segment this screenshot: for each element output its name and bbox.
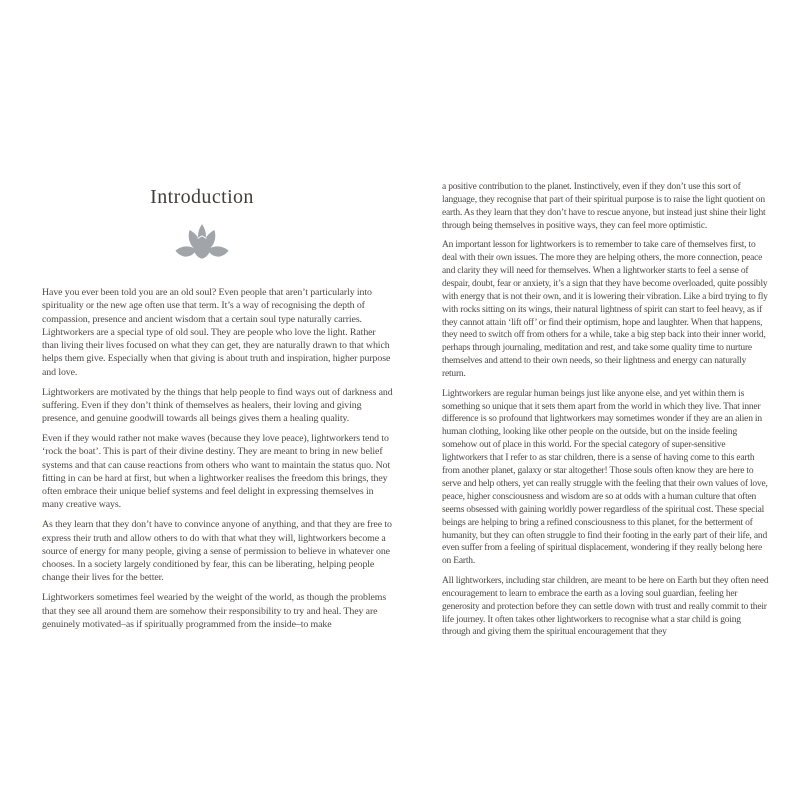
left-page xyxy=(42,186,394,638)
left-column-text xyxy=(42,286,394,631)
chapter-title: Introduction xyxy=(150,186,254,208)
lotus-icon xyxy=(42,224,362,262)
paragraph: Have you ever been told you are an old soul? Even people that aren’t particularly into spirituality or the new age often use that term. It’s a way of recognising the depth of compassion, presence and ancient wisdom that a certain soul type naturally carries. Lightworkers are a special type of old soul. They are people who love the light. Rather than living their lives focused on what they can get, they are naturally drawn to that which helps them give. Especially when that giving is about truth and inspiration, higher purpose and love. xyxy=(42,287,391,378)
paragraph: Lightworkers are regular human beings just like anyone else, and yet within them is something so unique that it sets them apart from the world in which they live. That inner difference is so profound that lightworkers may sometimes wonder if they are an alien in human clothing, looking like other people on the outside, but on the inside feeling somehow out of place in this world. For the special category of super-sensitive lightworkers that I refer to as star children, there is a sense of having come to this earth from another planet, galaxy or star altogether! Those souls often know they are here to serve and help others, yet can really struggle with the feeling that their own values of love, peace, higher consciousness and wisdom are so at odds with a human culture that often seems obsessed with gaining worldly power regardless of the spiritual cost. These special beings are helping to bring a refined consciousness to this planet, for the betterment of humanity, but they can often struggle to find their footing in the early part of their life, and even suffer from a feeling of spiritual displacement, wondering if they really belong here on Earth. xyxy=(442,388,768,567)
right-column-text xyxy=(442,181,769,639)
paragraph: Lightworkers sometimes feel wearied by the weight of the world, as though the problems that they see all around them are somehow their responsibility to try and heal. They are genuinely motivated–as if spiritually programmed from the inside–to make xyxy=(42,592,387,630)
paragraph: As they learn that they don’t have to convince anyone of anything, and that they are free to express their truth and allow others to do with that what they will, lightworkers become a source of energy for many people, giving a sense of permission to believe in whatever one chooses. In a society largely conditioned by fear, this can be liberating, helping people change their lives for the better. xyxy=(42,519,392,584)
paragraph: Even if they would rather not make waves (because they love peace), lightworkers tend to ‘rock the boat’. This is part of their divine destiny. They are meant to bring in new belief systems and that can cause reactions from others who want to maintain the status quo. Not fitting in can be hard at first, but when a lightworker realises the freedom this brings, they often embrace their unique belief systems and feel delight in expressing themselves in many creative ways. xyxy=(42,432,391,511)
paragraph: a positive contribution to the planet. Instinctively, even if they don’t use this sort of language, they recognise that part of their spiritual purpose is to raise the light quotient on earth. As they learn that they don’t have to rescue anyone, but instead just shine their light through being themselves in positive ways, they can feel more optimistic. xyxy=(442,182,766,231)
paragraph: Lightworkers are motivated by the things that help people to find ways out of darkness and suffering. Even if they don’t think of themselves as healers, their loving and giving presence, and genuine goodwill towards all beings gives them a healing quality. xyxy=(42,386,393,425)
paragraph: An important lesson for lightworkers is to remember to take care of themselves first, to deal with their own issues. The more they are helping others, the more connection, peace and clarity they will need for themselves. When a lightworker starts to feel a sense of despair, doubt, fear or anxiety, it’s a sign that they have become overloaded, quite possibly with energy that is not their own, and it is lowering their vibration. Like a bird trying to fly with rocks sitting on its wings, their natural lightness of spirit can start to feel heavy, as if they cannot attain ‘lift off’ or find their optimism, hope and laughter. When that happens, they need to switch off from others for a while, take a big step back into their inner world, perhaps through journaling, meditation and rest, and take some quality time to nurture themselves and attend to their own needs, so their lightness and energy can naturally return. xyxy=(442,240,768,380)
right-page xyxy=(442,181,769,646)
paragraph: All lightworkers, including star children, are meant to be here on Earth but they often need encouragement to learn to embrace the earth as a loving soul guardian, feeling her generosity and protection before they can settle down with trust and really commit to their life journey. It often takes other lightworkers to recognise what a star child is going through and giving them the spiritual encouragement that they xyxy=(442,575,769,638)
